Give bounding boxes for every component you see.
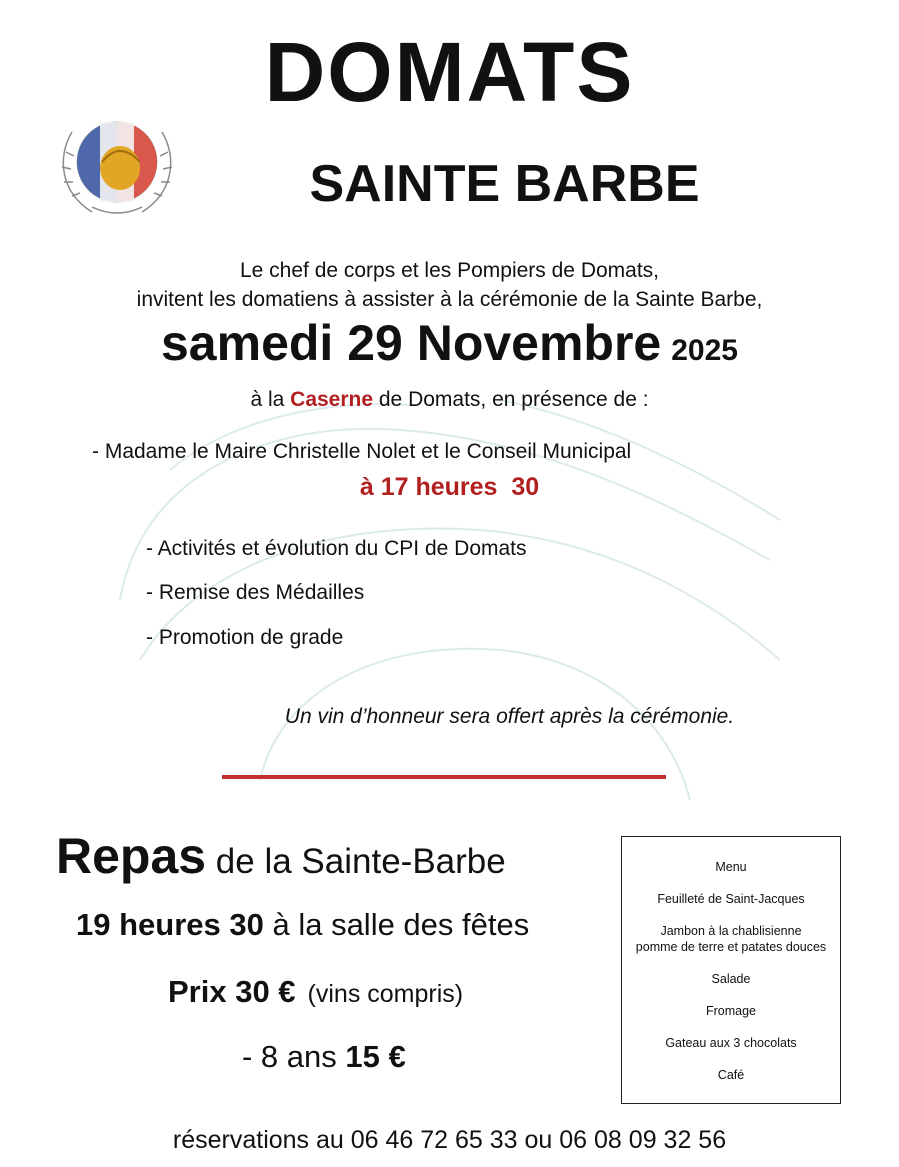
menu-item: Jambon à la chablisienne [660, 924, 802, 938]
event-date-day: samedi 29 Novembre [161, 315, 662, 371]
invitation-line-2: invitent les domatiens à assister à la cérémonie de la Sainte Barbe, [136, 288, 763, 311]
location-highlight: Caserne [290, 388, 374, 411]
ceremony-time: à 17 heures 30 [359, 473, 540, 501]
price-bold: Prix 30 € [168, 974, 296, 1009]
repas-title-bold: Repas [56, 828, 207, 884]
page-subtitle: SAINTE BARBE [309, 155, 700, 213]
repas-title [56, 827, 506, 885]
vin-honneur-note: Un vin d’honneur sera offert après la cérémonie. [284, 705, 735, 728]
menu-item: Gateau aux 3 chocolats [665, 1036, 797, 1050]
event-year: 2025 [671, 334, 738, 367]
page-title: DOMATS [264, 25, 635, 119]
location-pre: à la [250, 388, 291, 411]
menu-item: Feuilleté de Saint-Jacques [657, 892, 805, 906]
activity-item: - Activités et évolution du CPI de Domats [146, 537, 527, 560]
section-divider [222, 775, 666, 779]
menu-item: Fromage [705, 1004, 757, 1018]
invitation-line-1: Le chef de corps et les Pompiers de Domats, [239, 259, 660, 282]
activity-item: - Promotion de grade [146, 626, 344, 649]
child-price-pre: - 8 ans [242, 1039, 346, 1074]
menu-heading: Menu [715, 860, 747, 874]
guests-line: - Madame le Maire Christelle Nolet et le Conseil Municipal [92, 440, 632, 463]
reservations-line: réservations au 06 46 72 65 33 ou 06 08 09 32 56 [172, 1126, 727, 1154]
repas-time-line [76, 907, 529, 943]
menu-box [621, 836, 841, 1104]
menu-item: Salade [711, 972, 751, 986]
repas-time-rest: à la salle des fêtes [263, 907, 530, 942]
menu-item: Café [717, 1068, 745, 1082]
menu-item: pomme de terre et patates douces [635, 940, 827, 954]
price-line [168, 974, 463, 1010]
child-price-bold: 15 € [345, 1039, 406, 1074]
location-post: de Domats, en présence de : [373, 388, 649, 411]
event-date [0, 316, 899, 371]
repas-title-rest: de la Sainte-Barbe [206, 842, 506, 881]
location-line [0, 388, 899, 412]
activity-item: - Remise des Médailles [146, 581, 365, 604]
child-price-line [242, 1039, 406, 1075]
price-note: (vins compris) [307, 980, 464, 1008]
repas-time-bold: 19 heures 30 [76, 907, 264, 942]
